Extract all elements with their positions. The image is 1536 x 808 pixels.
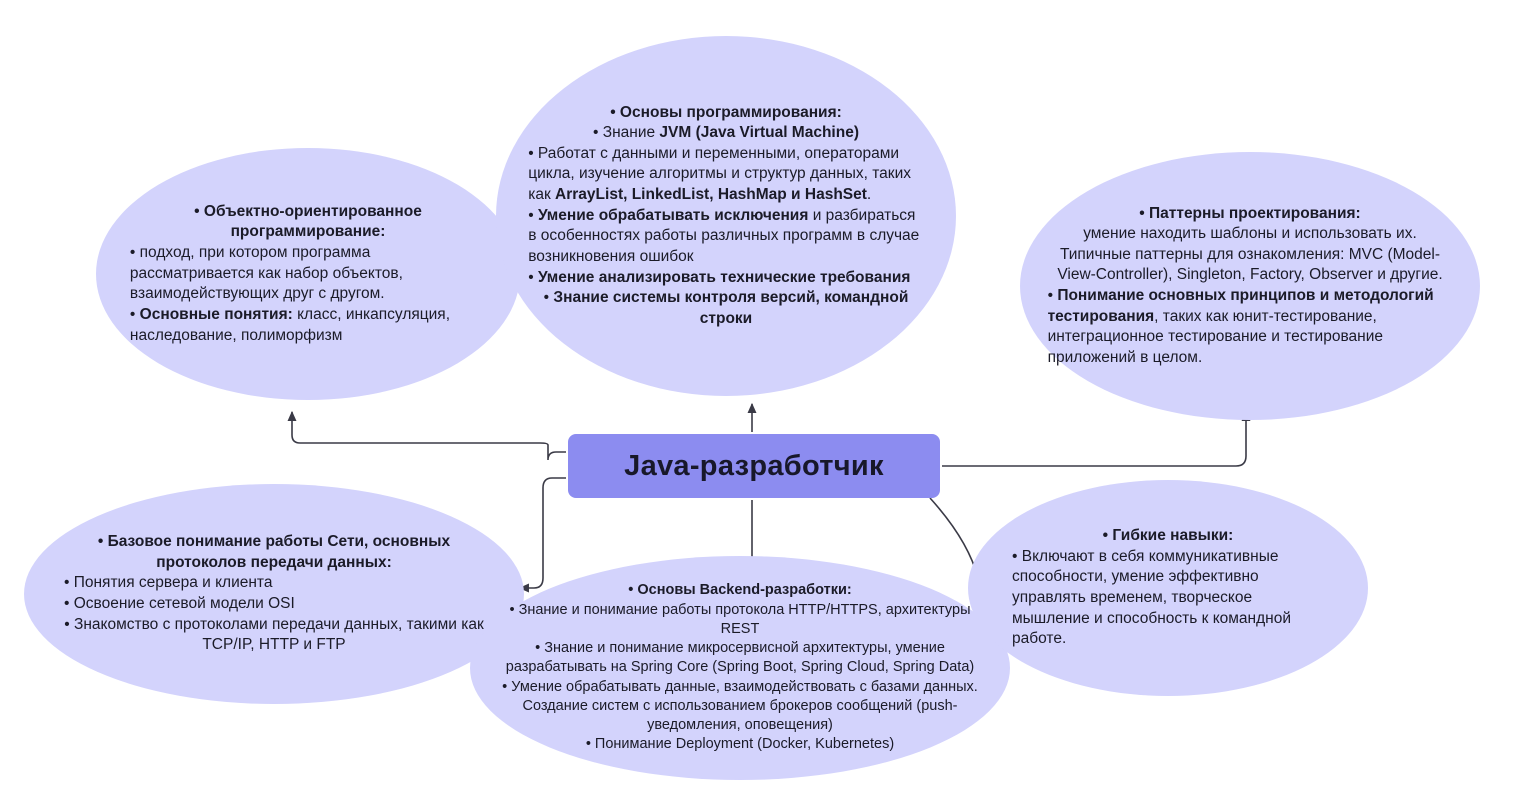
node-basics-line-3: • Умение обрабатывать исключения и разбираться в особенностях работы различных программ в случае возникновения ошибок bbox=[528, 206, 920, 265]
node-backend-line-4: • Понимание Deployment (Docker, Kubernetes) bbox=[585, 736, 895, 753]
node-soft-line-1: • Включают в себя коммуникативные способности, умение эффективно управлять временем, творческое мышление и способность к командной работе. bbox=[1012, 547, 1291, 648]
node-soft-skills[interactable] bbox=[968, 480, 1368, 696]
connector-center-to-patterns bbox=[942, 412, 1246, 466]
node-backend-line-2: • Знание и понимание микросервисной архитектуры, умение разрабатывать на Spring Core (Spring Boot, Spring Cloud, Spring Data) bbox=[505, 640, 975, 676]
node-basics-line-4: • Умение анализировать технические требования bbox=[528, 268, 911, 286]
connector-center-to-network bbox=[520, 478, 566, 588]
node-programming-basics[interactable] bbox=[496, 36, 956, 396]
node-network-line-1: • Понятия сервера и клиента bbox=[64, 574, 273, 592]
node-backend-line-3: • Умение обрабатывать данные, взаимодействовать с базами данных. Создание систем с использованием брокеров сообщений (push-уведомления, оповещения) bbox=[502, 678, 978, 734]
node-network-line-2: • Освоение сетевой модели OSI bbox=[64, 595, 295, 612]
node-soft-heading: • Гибкие навыки: bbox=[1102, 527, 1234, 545]
node-basics-line-2: • Работат с данными и переменными, операторами цикла, изучение алгоритмы и структур данных, таких как ArrayList, LinkedList, HashMap и HashSet. bbox=[528, 144, 911, 204]
node-network-line-3: • Знакомство с протоколами передачи данных, такими как TCP/IP, HTTP и FTP bbox=[64, 615, 484, 654]
node-patterns-heading: • Паттерны проектирования: bbox=[1139, 204, 1361, 222]
connector-center-to-soft bbox=[930, 498, 978, 578]
node-network-heading: • Базовое понимание работы Сети, основных протоколов передачи данных: bbox=[97, 533, 451, 571]
node-design-patterns[interactable] bbox=[1020, 152, 1480, 420]
connector-center-to-oop bbox=[292, 412, 566, 460]
node-backend-line-1: • Знание и понимание работы протокола HTTP/HTTPS, архитектуры REST bbox=[509, 601, 971, 637]
node-backend-basics[interactable] bbox=[470, 556, 1010, 780]
node-basics-line-1: • Знание JVM (Java Virtual Machine) bbox=[593, 124, 859, 142]
node-backend-heading: • Основы Backend-разработки: bbox=[628, 582, 852, 599]
node-patterns-line-2: • Понимание основных принципов и методологий тестирования, таких как юнит-тестирование, интеграционное тестирование и тестирование приложений в целом. bbox=[1047, 287, 1434, 366]
node-networking[interactable] bbox=[24, 484, 524, 704]
node-basics-heading: • Основы программирования: bbox=[610, 103, 842, 121]
node-oop[interactable] bbox=[96, 148, 520, 400]
node-basics-line-5: • Знание системы контроля версий, командной строки bbox=[543, 289, 909, 327]
node-patterns-line-1: умение находить шаблоны и использовать их. Типичные паттерны для ознакомления: MVC (Model-View-Controller), Singleton, Factory, Observer и другие. bbox=[1057, 225, 1443, 284]
node-oop-line-2: • Основные понятия: класс, инкапсуляция, наследование, полиморфизм bbox=[129, 305, 451, 344]
center-node-label: Java-разработчик bbox=[624, 449, 884, 482]
center-node-java-developer[interactable] bbox=[568, 434, 940, 498]
node-oop-heading: • Объектно-ориентированное программирование: bbox=[194, 202, 422, 241]
node-oop-line-1: • подход, при котором программа рассматривается как набор объектов, взаимодействующих друг с другом. bbox=[129, 244, 403, 303]
